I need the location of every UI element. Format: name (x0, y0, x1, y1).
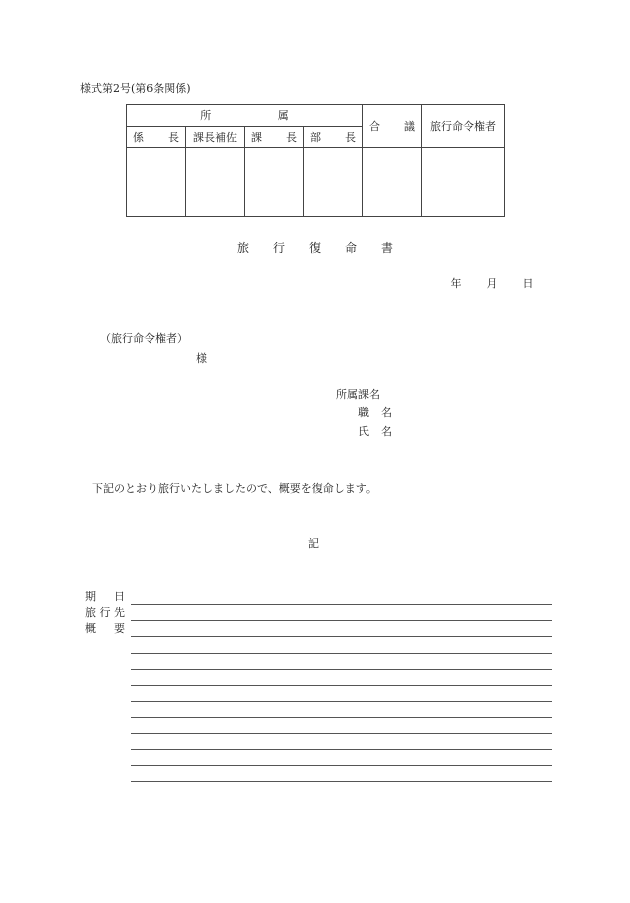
authorizer-header (422, 105, 505, 148)
field-destination-char: 行 (99, 606, 111, 619)
month-label: 月 (486, 277, 498, 290)
write-line[interactable] (131, 701, 552, 702)
stamp-box-authorizer[interactable] (422, 148, 505, 217)
field-date-char: 日 (114, 590, 125, 603)
honorific-sama: 様 (196, 352, 207, 365)
position-char: 職 (358, 406, 369, 419)
shozoku-header-char: 属 (277, 109, 289, 123)
field-label-destination (85, 606, 125, 620)
field-label-date (85, 590, 125, 604)
bucho-char: 長 (345, 130, 356, 144)
sender-position-label (358, 406, 392, 420)
title-char: 書 (380, 241, 393, 255)
gougi-header (363, 105, 422, 148)
stamp-box-kacho[interactable] (245, 148, 304, 217)
field-summary-char: 概 (85, 622, 96, 635)
field-destination-char: 先 (114, 606, 125, 619)
write-line-summary[interactable] (131, 636, 552, 637)
write-line-destination[interactable] (131, 620, 552, 621)
title-char: 復 (308, 241, 321, 255)
stamp-box-bucho[interactable] (304, 148, 363, 217)
write-line[interactable] (131, 749, 552, 750)
kachohosa-header (186, 126, 245, 148)
gougi-char: 合 (369, 120, 380, 134)
addressee-label: （旅行命令権者） (100, 332, 188, 345)
day-label: 日 (522, 277, 534, 290)
write-line-date[interactable] (131, 604, 552, 605)
gougi-char: 議 (404, 120, 415, 134)
write-line[interactable] (131, 781, 552, 782)
sender-name-label (358, 425, 392, 439)
shozoku-header (127, 105, 363, 127)
form-number: 様式第2号(第6条関係) (80, 82, 191, 95)
write-line[interactable] (131, 653, 552, 654)
name-char: 名 (381, 425, 392, 438)
write-line[interactable] (131, 765, 552, 766)
kakaricho-header (127, 126, 186, 148)
title-char: 行 (272, 241, 285, 255)
authorizer-label: 旅行命令権者 (430, 120, 496, 134)
stamp-box-gougi[interactable] (363, 148, 422, 217)
shozoku-header-char: 所 (200, 109, 212, 123)
field-date-char: 期 (85, 590, 96, 603)
field-summary-char: 要 (114, 622, 125, 635)
document-title (0, 239, 630, 256)
field-label-summary (85, 622, 125, 636)
sender-dept-label: 所属課名 (336, 388, 380, 401)
date-line (438, 275, 546, 291)
position-char: 名 (381, 406, 392, 419)
kacho-char: 長 (286, 130, 297, 144)
ki-heading: 記 (308, 537, 319, 550)
year-label: 年 (450, 277, 462, 290)
approval-stamp-table (126, 104, 505, 217)
title-char: 旅 (236, 241, 249, 255)
write-line[interactable] (131, 733, 552, 734)
stamp-box-kachohosa[interactable] (186, 148, 245, 217)
kakaricho-char: 係 (133, 130, 144, 144)
write-line[interactable] (131, 669, 552, 670)
title-char: 命 (344, 241, 357, 255)
kachohosa-label: 課長補佐 (193, 130, 237, 144)
name-char: 氏 (358, 425, 369, 438)
write-line[interactable] (131, 717, 552, 718)
kakaricho-char: 長 (168, 130, 179, 144)
body-text: 下記のとおり旅行いたしましたので、概要を復命します。 (92, 482, 377, 495)
kacho-header (245, 126, 304, 148)
bucho-header (304, 126, 363, 148)
kacho-char: 課 (251, 130, 262, 144)
write-line[interactable] (131, 685, 552, 686)
field-destination-char: 旅 (85, 606, 96, 619)
bucho-char: 部 (310, 130, 321, 144)
stamp-box-kakaricho[interactable] (127, 148, 186, 217)
